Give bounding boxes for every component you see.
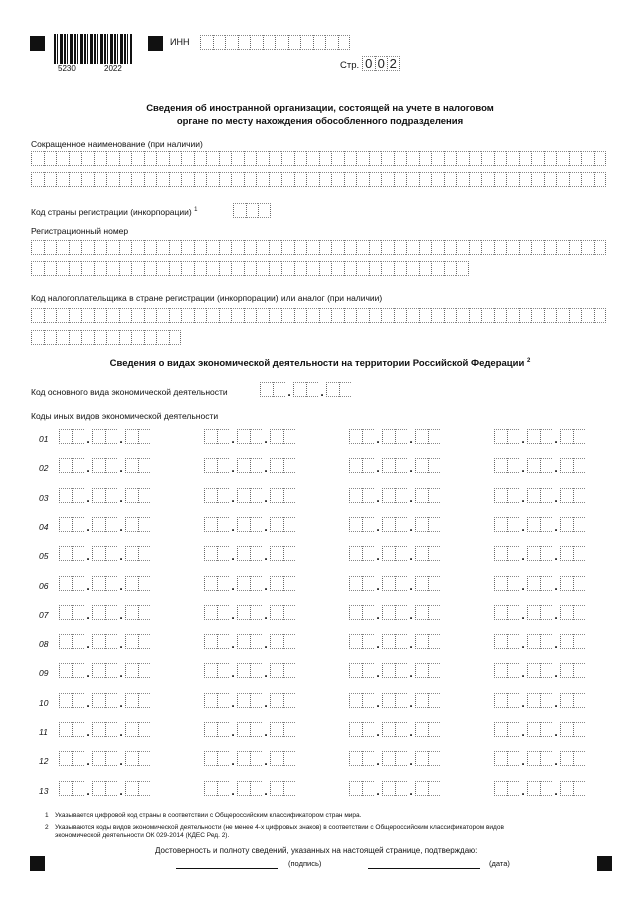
okved-code-field[interactable]: . .	[494, 605, 585, 620]
okved-code-field[interactable]: . .	[494, 576, 585, 591]
okved-code-field[interactable]: . .	[204, 693, 295, 708]
okved-code-field[interactable]: . .	[349, 781, 440, 796]
okved-row-number: 12	[39, 756, 49, 767]
page-digit: 0	[375, 56, 388, 71]
reg-number-field-line1[interactable]	[31, 240, 606, 255]
okved-row	[31, 781, 616, 803]
barcode-number-left: 5230	[58, 64, 76, 73]
barcode	[54, 34, 132, 64]
okved-code-field[interactable]: . .	[59, 751, 150, 766]
short-name-field-line2[interactable]	[31, 172, 606, 187]
okved-row	[31, 634, 616, 656]
okved-code-field[interactable]: . .	[494, 722, 585, 737]
okved-code-field[interactable]: . .	[59, 488, 150, 503]
okved-row	[31, 605, 616, 627]
okved-code-field[interactable]: . .	[204, 576, 295, 591]
barcode-number-right: 2022	[104, 64, 122, 73]
okved-code-field[interactable]: . .	[204, 663, 295, 678]
okved-code-field[interactable]: . .	[349, 576, 440, 591]
signature-label: (подпись)	[288, 859, 322, 868]
okved-code-field[interactable]: . .	[59, 576, 150, 591]
section2-title: Сведения о видах экономической деятельности на территории Российской Федерации $^2$	[109, 358, 531, 370]
okved-row	[31, 576, 616, 598]
okved-code-field[interactable]: . .	[59, 605, 150, 620]
country-code-label: Код страны регистрации (инкорпорации) $^1$	[31, 207, 198, 217]
okved-row-number: 10	[39, 697, 49, 708]
corner-marker-top-left	[30, 36, 45, 51]
okved-code-field[interactable]: . .	[204, 488, 295, 503]
okved-code-field[interactable]: . .	[204, 722, 295, 737]
okved-code-field[interactable]: . .	[349, 634, 440, 649]
okved-row-number: 04	[39, 521, 49, 532]
okved-row-number: 08	[39, 639, 49, 650]
short-name-label: Сокращенное наименование (при наличии)	[31, 139, 203, 149]
okved-code-field[interactable]: . .	[59, 458, 150, 473]
okved-code-field[interactable]: . .	[494, 429, 585, 444]
page-number-field	[362, 56, 400, 71]
okved-row	[31, 693, 616, 715]
okved-row	[31, 458, 616, 480]
okved-code-field[interactable]: . .	[349, 605, 440, 620]
okved-row-number: 01	[39, 434, 49, 444]
okved-code-field[interactable]: . .	[349, 693, 440, 708]
okved-code-field[interactable]: . .	[59, 663, 150, 678]
corner-marker-bottom-right	[597, 856, 612, 871]
page-digit: 0	[362, 56, 375, 71]
okved-code-field[interactable]: . .	[59, 517, 150, 532]
okved-code-field[interactable]: . .	[204, 751, 295, 766]
confirmation-text: Достоверность и полноту сведений, указанных на настоящей странице, подтверждаю:	[155, 846, 478, 855]
okved-code-field[interactable]: . .	[204, 546, 295, 561]
okved-code-field[interactable]: . .	[204, 517, 295, 532]
main-code-label: Код основного вида экономической деятельности	[31, 387, 228, 397]
okved-code-field[interactable]: . .	[59, 634, 150, 649]
okved-code-field[interactable]: . .	[349, 722, 440, 737]
okved-row-number: 02	[39, 463, 49, 474]
okved-code-field[interactable]: . .	[59, 429, 150, 444]
corner-marker-bottom-left	[30, 856, 45, 871]
okved-code-field[interactable]: . .	[349, 663, 440, 678]
taxpayer-code-field-line1[interactable]	[31, 308, 606, 323]
okved-row	[31, 722, 616, 744]
signature-line[interactable]	[176, 868, 278, 869]
okved-row	[31, 663, 616, 685]
reg-number-label: Регистрационный номер	[31, 226, 129, 236]
okved-code-field[interactable]: . .	[349, 751, 440, 766]
okved-code-field[interactable]: . .	[349, 429, 440, 444]
okved-code-field[interactable]: . .	[204, 429, 295, 444]
okved-code-field[interactable]: . .	[59, 722, 150, 737]
okved-code-field[interactable]: . .	[494, 781, 585, 796]
okved-code-field[interactable]: . .	[494, 546, 585, 561]
okved-row	[31, 517, 616, 539]
okved-code-field[interactable]: . .	[204, 634, 295, 649]
page-label: Стр.	[340, 60, 360, 71]
okved-row-number: 03	[39, 492, 49, 503]
okved-code-field[interactable]: . .	[59, 546, 150, 561]
okved-code-field[interactable]: . .	[349, 517, 440, 532]
page-digit: 2	[387, 56, 400, 71]
okved-row	[31, 488, 616, 510]
section1-title-line1: Сведения об иностранной организации, состоящей на учете в налоговом	[146, 103, 494, 114]
okved-code-field[interactable]: . .	[59, 693, 150, 708]
inn-label: ИНН	[170, 37, 190, 47]
okved-row	[31, 429, 616, 451]
okved-code-field[interactable]: . .	[494, 663, 585, 678]
footnote-2-number: 2	[45, 824, 49, 831]
taxpayer-code-label: Код налогоплательщика в стране регистрации (инкорпорации) или аналог (при наличии)	[31, 293, 383, 303]
footnote-2-text-line1: Указываются коды видов экономической деятельности (не менее 4-х цифровых знаков) в соответствии с Общероссийским классификатором видов	[55, 824, 504, 831]
okved-code-field[interactable]: . .	[204, 458, 295, 473]
date-line[interactable]	[368, 868, 480, 869]
taxpayer-code-field-line2[interactable]	[31, 330, 181, 345]
footnote-2-text-line2: экономической деятельности ОК 029-2014 (КДЕС Ред. 2).	[55, 832, 230, 839]
okved-row-number: 09	[39, 668, 49, 679]
other-codes-label: Коды иных видов экономической деятельности	[31, 411, 219, 421]
main-code-field[interactable]: . .	[260, 382, 351, 397]
okved-code-field[interactable]: . .	[349, 488, 440, 503]
short-name-field-line1[interactable]	[31, 151, 606, 166]
corner-marker-top-mid	[148, 36, 163, 51]
footnote-1-number: 1	[45, 812, 49, 819]
okved-row-number: 13	[39, 785, 49, 796]
okved-row-number: 06	[39, 580, 49, 591]
okved-code-field[interactable]: . .	[494, 751, 585, 766]
inn-field[interactable]	[200, 35, 350, 50]
okved-code-field[interactable]: . .	[204, 781, 295, 796]
okved-row	[31, 751, 616, 773]
okved-code-field[interactable]: . .	[494, 488, 585, 503]
date-label: (дата)	[489, 859, 510, 868]
okved-row-number: 07	[39, 609, 49, 620]
okved-code-field[interactable]: . .	[494, 517, 585, 532]
reg-number-field-line2[interactable]	[31, 261, 469, 276]
okved-code-field[interactable]: . .	[349, 546, 440, 561]
okved-row-number: 11	[39, 727, 48, 737]
okved-code-field[interactable]: . .	[494, 634, 585, 649]
okved-row	[31, 546, 616, 568]
footnote-1-text: Указывается цифровой код страны в соответствии с Общероссийским классификатором стран мира.	[55, 812, 362, 819]
okved-code-field[interactable]: . .	[494, 693, 585, 708]
country-code-field[interactable]	[233, 203, 271, 218]
okved-code-field[interactable]: . .	[59, 781, 150, 796]
okved-code-field[interactable]: . .	[494, 458, 585, 473]
okved-code-field[interactable]: . .	[349, 458, 440, 473]
section1-title-line2: органе по месту нахождения обособленного подразделения	[176, 116, 464, 127]
okved-row-number: 05	[39, 551, 49, 562]
okved-code-field[interactable]: . .	[204, 605, 295, 620]
